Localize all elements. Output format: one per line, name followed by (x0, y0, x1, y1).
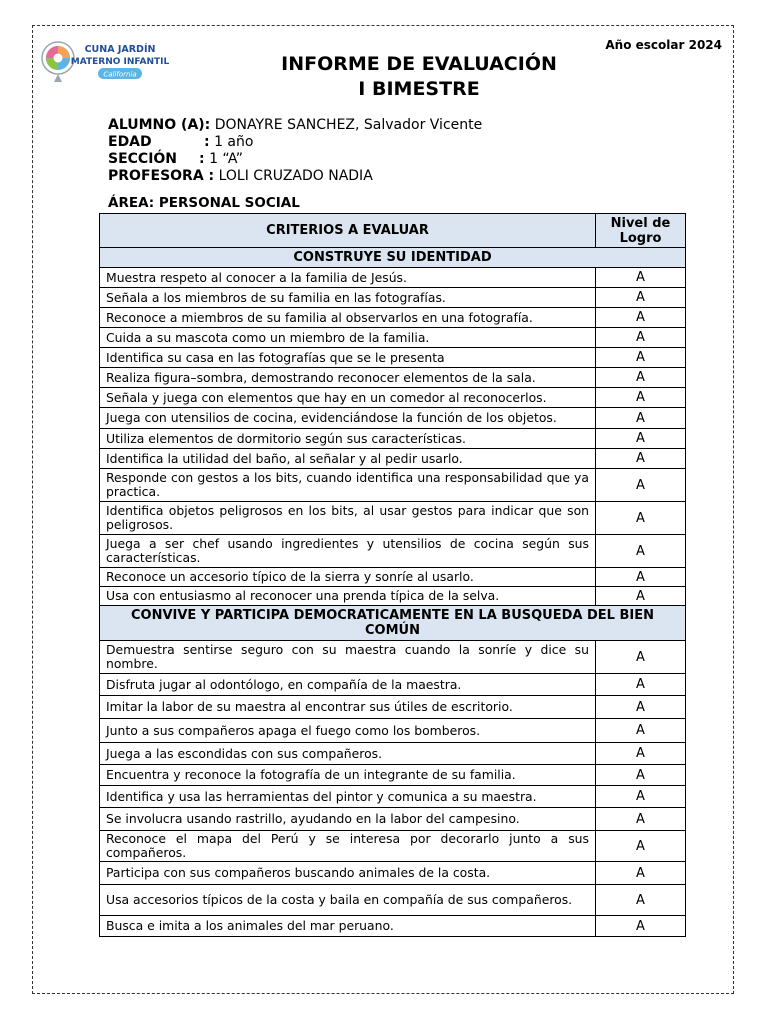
table-row (100, 743, 686, 765)
criterion-text: Demuestra sentirse seguro con su maestra cuando la sonríe y dice su nombre. (100, 641, 596, 674)
achievement-level: A (596, 674, 686, 696)
table-row (100, 408, 686, 429)
achievement-level: A (596, 862, 686, 885)
report-title (0, 52, 768, 102)
level-header: Nivel de Logro (596, 214, 686, 248)
profesora-value: LOLI CRUZADO NADIA (218, 168, 373, 184)
table-row (100, 288, 686, 308)
criterion-text: Identifica objetos peligrosos en los bits, al usar gestos para indicar que son peligrosos. (100, 502, 596, 535)
achievement-level: A (596, 408, 686, 429)
criterion-text: Usa accesorios típicos de la costa y baila en compañía de sus compañeros. (100, 885, 596, 916)
logo-line-1: CUNA JARDÍN (84, 44, 156, 55)
school-year: Año escolar 2024 (605, 38, 722, 52)
criterion-text: Junto a sus compañeros apaga el fuego como los bomberos. (100, 719, 596, 743)
table-row (100, 786, 686, 808)
table-row (100, 885, 686, 916)
criterion-text: Señala a los miembros de su familia en las fotografías. (100, 288, 596, 308)
table-row (100, 862, 686, 885)
teacher-row (108, 168, 482, 185)
table-row (100, 268, 686, 288)
achievement-level: A (596, 916, 686, 937)
achievement-level: A (596, 568, 686, 587)
achievement-level: A (596, 368, 686, 388)
table-row (100, 429, 686, 449)
achievement-level: A (596, 786, 686, 808)
seccion-label: SECCIÓN (108, 151, 178, 167)
table-row (100, 916, 686, 937)
title-line-1: INFORME DE EVALUACIÓN (281, 53, 557, 75)
area-title: ÁREA: PERSONAL SOCIAL (108, 195, 300, 211)
criterion-text: Encuentra y reconoce la fotografía de un integrante de su familia. (100, 765, 596, 786)
achievement-level: A (596, 535, 686, 568)
table-row (100, 765, 686, 786)
table-row (100, 502, 686, 535)
criterion-text: Realiza figura–sombra, demostrando reconocer elementos de la sala. (100, 368, 596, 388)
table-row (100, 808, 686, 831)
criterion-text: Participa con sus compañeros buscando animales de la costa. (100, 862, 596, 885)
alumno-value: DONAYRE SANCHEZ, Salvador Vicente (214, 117, 483, 133)
achievement-level: A (596, 885, 686, 916)
table-row (100, 449, 686, 469)
profesora-label: PROFESORA : (108, 168, 215, 184)
section-header-row (100, 248, 686, 268)
achievement-level: A (596, 502, 686, 535)
criterion-text: Cuida a su mascota como un miembro de la familia. (100, 328, 596, 348)
achievement-level: A (596, 831, 686, 862)
criterion-text: Señala y juega con elementos que hay en un comedor al reconocerlos. (100, 388, 596, 408)
achievement-level: A (596, 429, 686, 449)
table-row (100, 535, 686, 568)
table-row (100, 719, 686, 743)
section-title: CONSTRUYE SU IDENTIDAD (100, 248, 686, 268)
age-row (108, 134, 482, 151)
table-row (100, 568, 686, 587)
achievement-level: A (596, 328, 686, 348)
logo-line-2: MATERNO INFANTIL (70, 57, 170, 67)
edad-separator: : (204, 134, 210, 150)
student-name-row (108, 117, 482, 134)
alumno-label: ALUMNO (A): (108, 117, 211, 133)
criterion-text: Se involucra usando rastrillo, ayudando en la labor del campesino. (100, 808, 596, 831)
achievement-level: A (596, 641, 686, 674)
criterion-text: Reconoce el mapa del Perú y se interesa por decorarlo junto a sus compañeros. (100, 831, 596, 862)
edad-value: 1 año (214, 134, 254, 150)
criterion-text: Muestra respeto al conocer a la familia de Jesús. (100, 268, 596, 288)
criterion-text: Reconoce a miembros de su familia al observarlos en una fotografía. (100, 308, 596, 328)
edad-label: EDAD (108, 134, 152, 150)
achievement-level: A (596, 449, 686, 469)
student-info (108, 117, 482, 185)
table-row (100, 348, 686, 368)
table-row (100, 469, 686, 502)
seccion-separator: : (199, 151, 205, 167)
achievement-level: A (596, 308, 686, 328)
criterion-text: Busca e imita a los animales del mar peruano. (100, 916, 596, 937)
criterion-text: Identifica la utilidad del baño, al señalar y al pedir usarlo. (100, 449, 596, 469)
section-row (108, 151, 482, 168)
achievement-level: A (596, 587, 686, 606)
table-row (100, 674, 686, 696)
table-row (100, 308, 686, 328)
table-row (100, 368, 686, 388)
title-line-2: I BIMESTRE (358, 78, 480, 100)
achievement-level: A (596, 288, 686, 308)
achievement-level: A (596, 348, 686, 368)
criteria-header: CRITERIOS A EVALUAR (100, 214, 596, 248)
criterion-text: Usa con entusiasmo al reconocer una prenda típica de la selva. (100, 587, 596, 606)
criterion-text: Imitar la labor de su maestra al encontrar sus útiles de escritorio. (100, 696, 596, 719)
table-row (100, 328, 686, 348)
achievement-level: A (596, 808, 686, 831)
table-row (100, 587, 686, 606)
section-header-row (100, 606, 686, 641)
achievement-level: A (596, 268, 686, 288)
criterion-text: Juega a las escondidas con sus compañeros. (100, 743, 596, 765)
achievement-level: A (596, 469, 686, 502)
evaluation-table (99, 213, 686, 937)
table-body (100, 248, 686, 937)
achievement-level: A (596, 388, 686, 408)
table-row (100, 641, 686, 674)
criterion-text: Identifica y usa las herramientas del pintor y comunica a su maestra. (100, 786, 596, 808)
achievement-level: A (596, 765, 686, 786)
seccion-value: 1 “A” (209, 151, 243, 167)
criterion-text: Identifica su casa en las fotografías que se le presenta (100, 348, 596, 368)
achievement-level: A (596, 696, 686, 719)
achievement-level: A (596, 719, 686, 743)
criterion-text: Utiliza elementos de dormitorio según sus características. (100, 429, 596, 449)
criterion-text: Juega a ser chef usando ingredientes y utensilios de cocina según sus características. (100, 535, 596, 568)
logo-line-3: California (103, 70, 137, 79)
table-row (100, 696, 686, 719)
criterion-text: Reconoce un accesorio típico de la sierra y sonríe al usarlo. (100, 568, 596, 587)
criterion-text: Juega con utensilios de cocina, evidenciándose la función de los objetos. (100, 408, 596, 429)
table-row (100, 831, 686, 862)
achievement-level: A (596, 743, 686, 765)
table-row (100, 388, 686, 408)
section-title: CONVIVE Y PARTICIPA DEMOCRATICAMENTE EN LA BUSQUEDA DEL BIEN COMÚN (100, 606, 686, 641)
table-header-row (100, 214, 686, 248)
criterion-text: Disfruta jugar al odontólogo, en compañía de la maestra. (100, 674, 596, 696)
criterion-text: Responde con gestos a los bits, cuando identifica una responsabilidad que ya practica. (100, 469, 596, 502)
